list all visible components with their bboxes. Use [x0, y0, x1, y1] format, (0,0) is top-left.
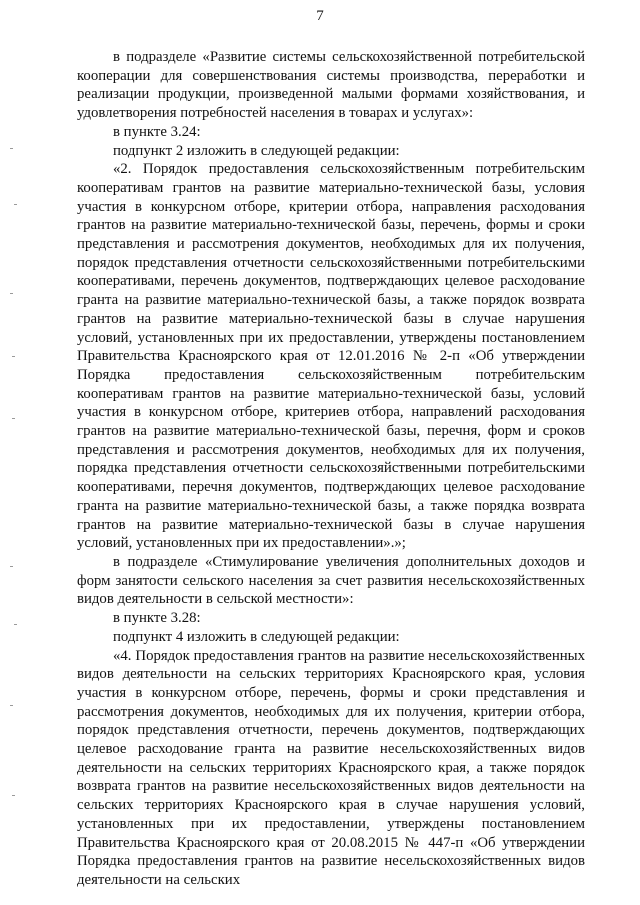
scan-mark [10, 566, 13, 567]
paragraph-subitem-4-text: «4. Порядок предоставления грантов на развитие несельскохозяйственных видов деятельности на сельских территориях Красноярского края, условия участия в конкурсном отборе, перечень, формы и сроки представления и рассмотрения документов, необходимых для их получения, критерии отбора, порядок представления отчетности, перечень документов, подтверждающих целевое расходование гранта на развитие несельскохозяйственных видов деятельности на сельских территориях Красноярского края, а также порядок возврата грантов на развитие несельскохозяйственных видов деятельности на сельских территориях Красноярского края в случае нарушения условий, установленных при их предоставлении, утверждены постановлением Правительства Красноярского края от 20.08.2015 № 447-п «Об утверждении Порядка предоставления грантов на развитие несельскохозяйственных видов деятельности на сельских [77, 647, 585, 888]
page-number: 7 [316, 8, 324, 24]
document-body [77, 48, 585, 890]
scan-mark [12, 418, 15, 419]
paragraph-subitem-4-edit: подпункт 4 изложить в следующей редакции: [113, 628, 400, 645]
scan-mark [10, 148, 13, 149]
scan-mark [14, 624, 17, 625]
paragraph-item-3-28: в пункте 3.28: [113, 610, 201, 627]
paragraph-item-3-24: в пункте 3.24: [113, 123, 201, 140]
scan-mark [12, 795, 15, 796]
paragraph-subitem-2-edit: подпункт 2 изложить в следующей редакции: [113, 142, 400, 159]
paragraph-subsection-cooperation: в подразделе «Развитие системы сельскохозяйственной потребительской кооперации для совершенствования системы производства, переработки и реализации продукции, произведенной малыми формами хозяйствования, и удовлетворения потребностей населения в товарах и услугах»: [77, 49, 585, 122]
scan-mark [10, 705, 13, 706]
paragraph-subitem-2-text: «2. Порядок предоставления сельскохозяйственным потребительским кооперативам грантов на развитие материально-технической базы, условия участия в конкурсном отборе, критерии отбора, направления расходования грантов на развитие материально-технической базы, перечень, формы и сроки представления и рассмотрения документов, необходимых для их получения, порядок представления отчетности сельскохозяйственными потребительскими кооперативами, перечень документов, подтверждающих целевое расходование гранта на развитие материально-технической базы, а также порядок возврата грантов на развитие материально-технической базы в случае нарушения условий, установленных при их предоставлении, утверждены постановлением Правительства Красноярского края от 12.01.2016 № 2-п «Об утверждении Порядка предоставления сельскохозяйственным потребительским кооперативам грантов на развитие материально-технической базы, условий участия в конкурсном отборе, критериев отбора, направлений расходования грантов на развитие материально-технической базы, перечня, форм и сроков представления и рассмотрения документов, необходимых для их получения, порядка представления отчетности сельскохозяйственными потребительскими кооперативами, перечня документов, подтверждающих целевое расходование гранта на развитие материально-технической базы, а также порядка возврата грантов на развитие материально-технической базы в случае нарушения условий, установленных при их предоставлении».»; [77, 161, 585, 552]
scan-mark [12, 356, 15, 357]
scan-mark [10, 293, 13, 294]
scan-mark [14, 204, 17, 205]
paragraph-subsection-income: в подразделе «Стимулирование увеличения дополнительных доходов и форм занятости сельского населения за счет развития несельскохозяйственных видов деятельности в сельской местности»: [77, 553, 585, 608]
scan-margin-marks [0, 0, 40, 905]
